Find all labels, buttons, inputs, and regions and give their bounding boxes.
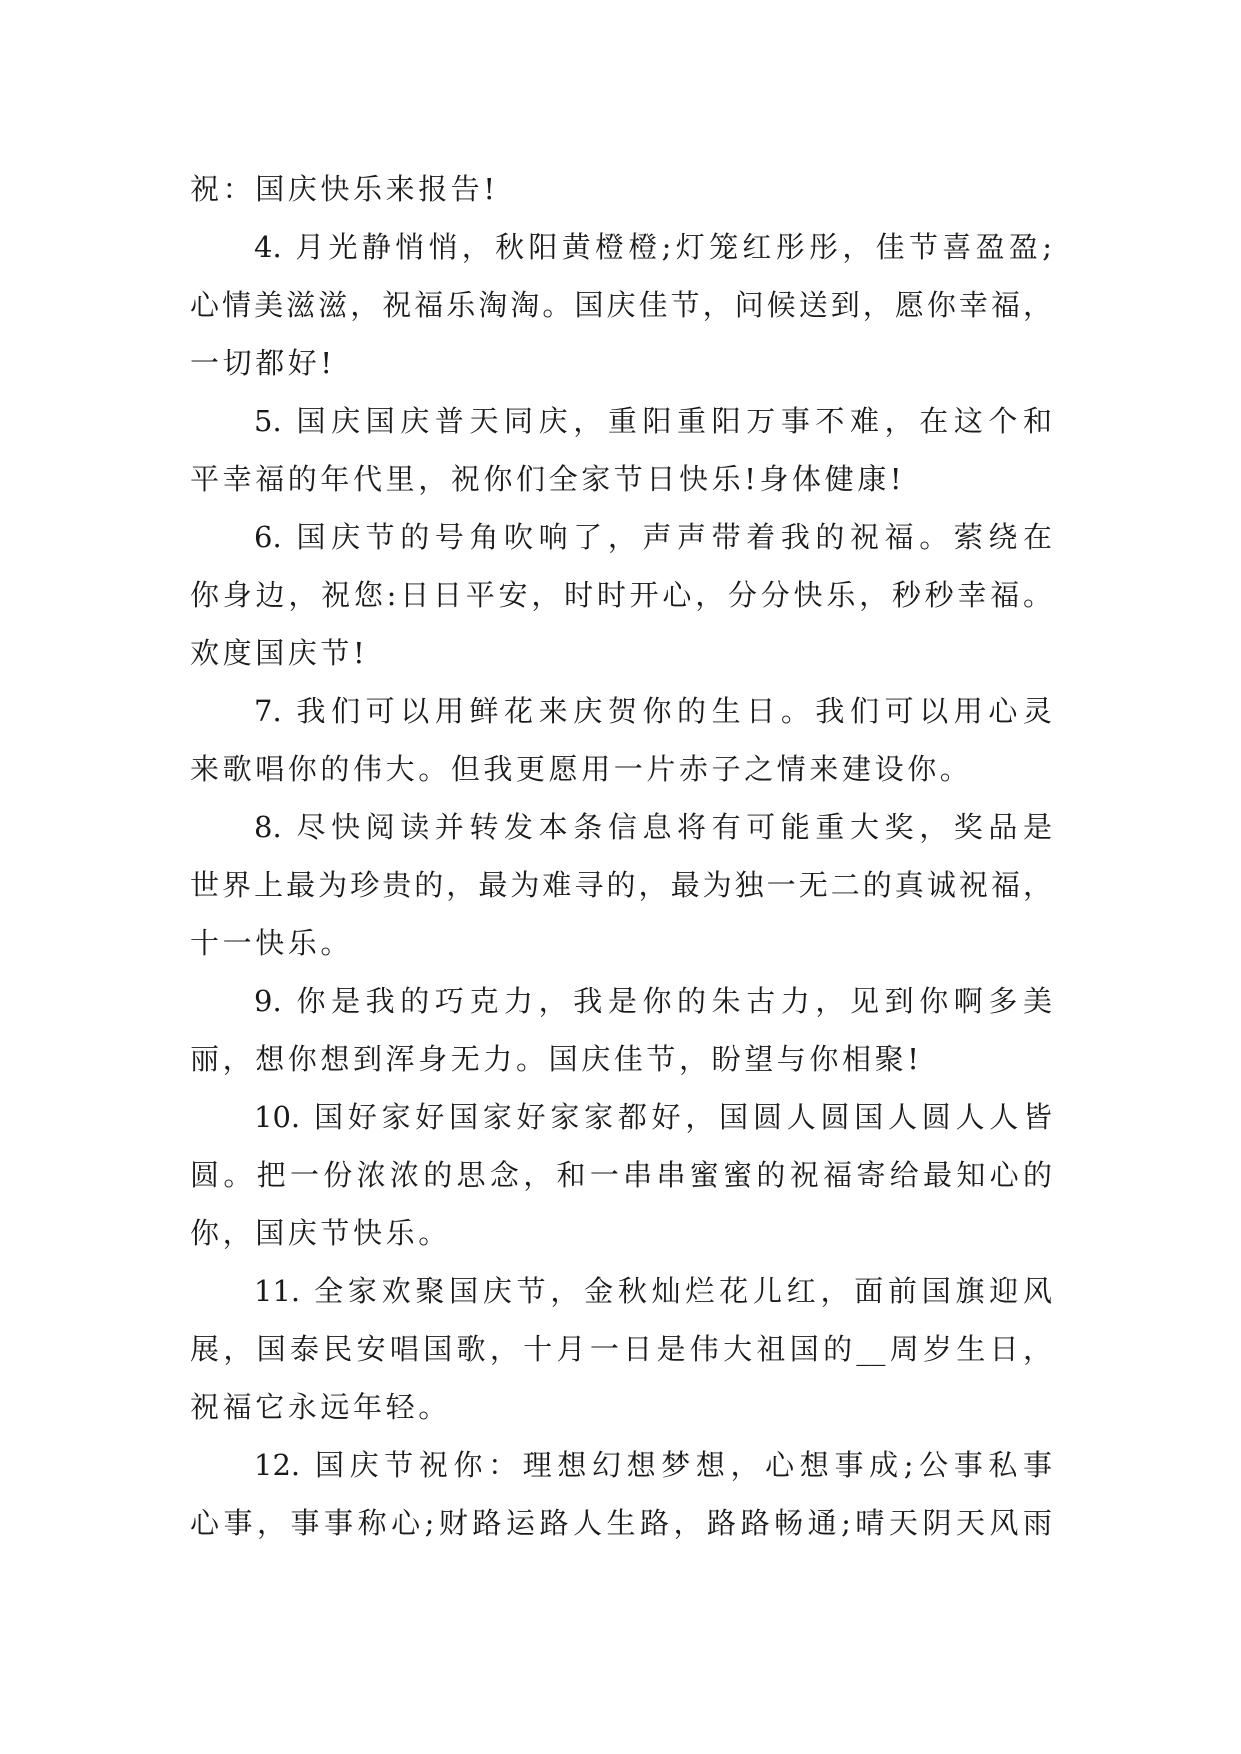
text-line: 11. 全家欢聚国庆节，金秋灿烂花儿红，面前国旗迎风 <box>254 1274 1052 1308</box>
text-line: 来歌唱你的伟大。但我更愿用一片赤子之情来建设你。 <box>190 752 973 786</box>
text-line: 4. 月光静悄悄，秋阳黄橙橙;灯笼红彤彤，佳节喜盈盈; <box>254 230 1052 264</box>
text-line: 一切都好! <box>190 346 336 380</box>
text-line: 心情美滋滋，祝福乐淘淘。国庆佳节，问候送到，愿你幸福， <box>190 288 1052 322</box>
text-line: 7. 我们可以用鲜花来庆贺你的生日。我们可以用心灵 <box>254 694 1052 728</box>
text-line: 平幸福的年代里，祝你们全家节日快乐!身体健康! <box>190 462 906 496</box>
text-line: 你，国庆节快乐。 <box>190 1216 451 1250</box>
text-line: 世界上最为珍贵的，最为难寻的，最为独一无二的真诚祝福， <box>190 868 1052 902</box>
text-line: 6. 国庆节的号角吹响了，声声带着我的祝福。萦绕在 <box>254 520 1052 554</box>
text-line: 8. 尽快阅读并转发本条信息将有可能重大奖，奖品是 <box>254 810 1052 844</box>
text-line: 你身边，祝您:日日平安，时时开心，分分快乐，秒秒幸福。 <box>190 578 1052 612</box>
text-line: 圆。把一份浓浓的思念，和一串串蜜蜜的祝福寄给最知心的 <box>190 1158 1052 1192</box>
text-line: 欢度国庆节! <box>190 636 369 670</box>
text-line: 5. 国庆国庆普天同庆，重阳重阳万事不难，在这个和 <box>254 404 1052 438</box>
text-line: 12. 国庆节祝你：理想幻想梦想，心想事成;公事私事 <box>254 1448 1052 1482</box>
text-line: 9. 你是我的巧克力，我是你的朱古力，见到你啊多美 <box>254 984 1052 1018</box>
text-line: 心事，事事称心;财路运路人生路，路路畅通;晴天阴天风雨 <box>190 1506 1052 1540</box>
text-line: 祝：国庆快乐来报告! <box>190 172 499 206</box>
text-line: 祝福它永远年轻。 <box>190 1390 451 1424</box>
text-line: 十一快乐。 <box>190 926 354 960</box>
text-line: 丽，想你想到浑身无力。国庆佳节，盼望与你相聚! <box>190 1042 923 1076</box>
text-line: 10. 国好家好国家好家家都好，国圆人圆国人圆人人皆 <box>254 1100 1052 1134</box>
text-line: 展，国泰民安唱国歌，十月一日是伟大祖国的__周岁生日， <box>190 1332 1052 1366</box>
